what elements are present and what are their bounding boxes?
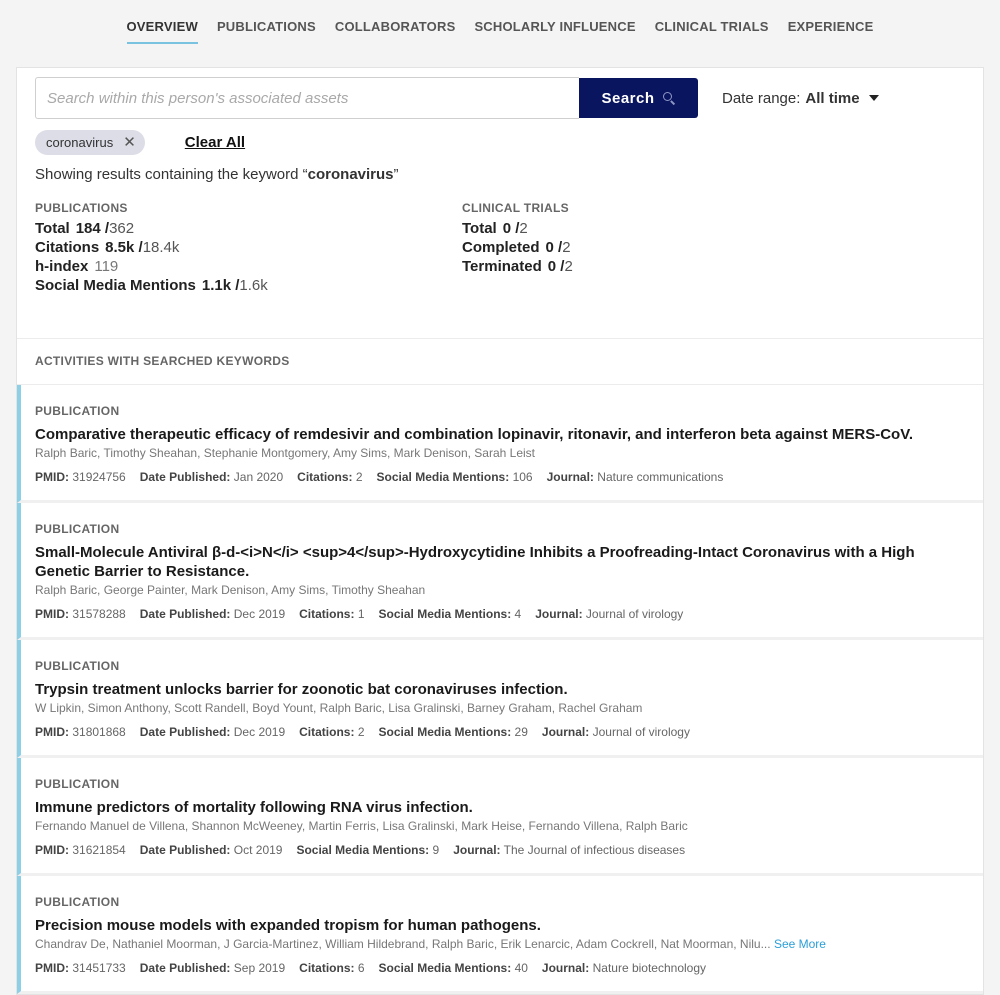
stat-value: 0 / xyxy=(545,239,563,256)
date-label: Date Published: xyxy=(139,725,231,739)
stat-label: Citations xyxy=(35,239,100,256)
publication-list xyxy=(17,385,983,994)
publication-meta xyxy=(35,470,965,484)
stat-row xyxy=(462,238,889,257)
search-button-label: Search xyxy=(601,89,655,107)
stat-value: 1.1k / xyxy=(201,277,240,294)
publication-card[interactable] xyxy=(17,758,983,876)
journal-field xyxy=(542,725,690,739)
search-input[interactable] xyxy=(35,77,579,119)
social-value: 4 xyxy=(514,607,522,621)
citations-value: 2 xyxy=(357,725,365,739)
stat-value: 184 / xyxy=(75,220,110,237)
tab-collaborators[interactable]: COLLABORATORS xyxy=(334,19,456,34)
journal-value: Journal of virology xyxy=(585,607,684,621)
date-label: Date Published: xyxy=(139,607,231,621)
date-label: Date Published: xyxy=(139,961,231,975)
journal-label: Journal: xyxy=(546,470,594,484)
pmid-label: PMID: xyxy=(35,843,69,857)
date-range-label: Date range: xyxy=(722,89,801,107)
tab-scholarly-influence[interactable]: SCHOLARLY INFLUENCE xyxy=(474,19,636,34)
stat-value: 119 xyxy=(94,258,119,275)
journal-label: Journal: xyxy=(541,725,590,739)
journal-value: Nature communications xyxy=(597,470,724,484)
publication-type: PUBLICATION xyxy=(35,895,120,909)
pmid-field xyxy=(35,607,126,621)
publication-authors: Ralph Baric, George Painter, Mark Denison, Amy Sims, Timothy Sheahan xyxy=(35,583,426,597)
publication-card[interactable] xyxy=(17,385,983,503)
profile-tabs xyxy=(0,0,1000,62)
tab-overview[interactable]: OVERVIEW xyxy=(127,19,198,44)
stat-value: 8.5k / xyxy=(105,239,143,256)
date-value: Oct 2019 xyxy=(233,843,283,857)
journal-label: Journal: xyxy=(535,607,583,621)
journal-field xyxy=(542,961,706,975)
citations-value: 6 xyxy=(357,961,365,975)
pmid-field xyxy=(35,843,126,857)
journal-value: The Journal of infectious diseases xyxy=(503,843,686,857)
publication-type: PUBLICATION xyxy=(35,522,120,536)
pmid-label: PMID: xyxy=(35,961,69,975)
date-field xyxy=(140,725,285,739)
stat-value: 0 / xyxy=(502,220,520,237)
social-field xyxy=(377,470,533,484)
stat-row xyxy=(462,219,889,238)
stat-label: h-index xyxy=(35,258,89,275)
stat-label: Social Media Mentions xyxy=(35,277,196,294)
social-label: Social Media Mentions: xyxy=(378,961,512,975)
publication-title[interactable]: Precision mouse models with expanded tropism for human pathogens. xyxy=(35,917,541,934)
stat-label: Completed xyxy=(462,239,540,256)
tab-publications[interactable]: PUBLICATIONS xyxy=(216,19,316,34)
publication-authors: Fernando Manuel de Villena, Shannon McWeeney, Martin Ferris, Lisa Gralinski, Mark Heise, Fernando Villena, Ralph Baric xyxy=(35,819,688,833)
search-button[interactable] xyxy=(579,78,698,118)
journal-field xyxy=(547,470,724,484)
date-field xyxy=(140,607,285,621)
stat-total: 2 xyxy=(562,239,571,256)
citations-label: Citations: xyxy=(299,725,355,739)
stats-section xyxy=(35,201,965,295)
publication-meta xyxy=(35,843,965,857)
keyword-chip xyxy=(35,130,145,155)
pmid-label: PMID: xyxy=(35,725,69,739)
publications-stats-title: PUBLICATIONS xyxy=(35,201,128,215)
activities-header: ACTIVITIES WITH SEARCHED KEYWORDS xyxy=(17,338,983,385)
pmid-label: PMID: xyxy=(35,470,69,484)
summary-prefix: Showing results containing the keyword “ xyxy=(35,166,308,183)
date-label: Date Published: xyxy=(139,843,231,857)
stat-label: Terminated xyxy=(462,258,542,275)
journal-field xyxy=(453,843,685,857)
social-label: Social Media Mentions: xyxy=(376,470,510,484)
citations-label: Citations: xyxy=(299,607,355,621)
social-field xyxy=(379,725,528,739)
tab-experience[interactable]: EXPERIENCE xyxy=(787,19,874,34)
publication-authors xyxy=(35,937,965,951)
citations-field xyxy=(299,961,364,975)
search-icon xyxy=(663,92,676,105)
publication-authors: Ralph Baric, Timothy Sheahan, Stephanie Montgomery, Amy Sims, Mark Denison, Sarah Leist xyxy=(35,446,536,460)
date-field xyxy=(140,961,285,975)
stat-total: 18.4k xyxy=(142,239,180,256)
caret-down-icon xyxy=(869,95,879,101)
pmid-field xyxy=(35,470,126,484)
stat-label: Total xyxy=(462,220,497,237)
pmid-field xyxy=(35,725,126,739)
stat-total: 362 xyxy=(109,220,135,237)
citations-value: 2 xyxy=(355,470,363,484)
stat-value: 0 / xyxy=(547,258,565,275)
date-value: Dec 2019 xyxy=(233,725,286,739)
publication-meta xyxy=(35,607,965,621)
citations-field xyxy=(299,607,364,621)
journal-label: Journal: xyxy=(541,961,590,975)
social-label: Social Media Mentions: xyxy=(378,725,512,739)
publication-title[interactable]: Comparative therapeutic efficacy of remdesivir and combination lopinavir, ritonavir, and interferon beta against MERS-CoV. xyxy=(35,426,913,443)
summary-suffix: ” xyxy=(393,166,399,183)
date-value: Dec 2019 xyxy=(233,607,286,621)
pmid-value: 31801868 xyxy=(72,725,126,739)
clear-all-link[interactable]: Clear All xyxy=(184,134,246,151)
journal-label: Journal: xyxy=(453,843,501,857)
stat-row xyxy=(35,276,462,295)
social-value: 106 xyxy=(512,470,533,484)
social-value: 40 xyxy=(514,961,528,975)
publication-meta xyxy=(35,961,965,975)
citations-value: 1 xyxy=(357,607,365,621)
social-label: Social Media Mentions: xyxy=(296,843,430,857)
pmid-field xyxy=(35,961,126,975)
publication-type: PUBLICATION xyxy=(35,404,120,418)
results-summary xyxy=(35,166,965,183)
citations-label: Citations: xyxy=(297,470,353,484)
authors-text: Chandrav De, Nathaniel Moorman, J Garcia-Martinez, William Hildebrand, Ralph Baric, Erik Lenarcic, Adam Cockrell, Nat Moorman, Nilu... xyxy=(35,937,771,951)
publication-title[interactable]: Small-Molecule Antiviral β-d-<i>N</i> <sup>4</sup>-Hydroxycytidine Inhibits a Proofreading-Intact Coronavirus with a High Genetic Barrier to Resistance. xyxy=(35,544,915,580)
social-value: 29 xyxy=(514,725,528,739)
main-panel xyxy=(16,67,984,995)
date-field xyxy=(140,470,283,484)
publication-card[interactable] xyxy=(17,876,983,994)
publication-card[interactable] xyxy=(17,640,983,758)
date-value: Jan 2020 xyxy=(233,470,284,484)
see-more-link[interactable]: See More xyxy=(770,937,826,951)
publications-stats xyxy=(35,201,462,295)
pmid-value: 31451733 xyxy=(72,961,126,975)
date-range-value: All time xyxy=(805,89,860,107)
search-section xyxy=(17,68,983,338)
stat-row xyxy=(35,238,462,257)
citations-field xyxy=(297,470,362,484)
search-row xyxy=(35,77,965,119)
stat-label: Total xyxy=(35,220,70,237)
stat-row xyxy=(35,257,462,276)
stat-total: 2 xyxy=(519,220,528,237)
date-value: Sep 2019 xyxy=(233,961,286,975)
date-label: Date Published: xyxy=(139,470,231,484)
pmid-value: 31621854 xyxy=(72,843,126,857)
close-icon[interactable]: ✕ xyxy=(123,134,136,151)
publication-title[interactable]: Trypsin treatment unlocks barrier for zoonotic bat coronaviruses infection. xyxy=(35,681,568,698)
stat-row xyxy=(462,257,889,276)
citations-field xyxy=(299,725,364,739)
keyword-chip-label: coronavirus xyxy=(46,135,114,150)
journal-field xyxy=(535,607,683,621)
stat-row xyxy=(35,219,462,238)
summary-keyword: coronavirus xyxy=(307,166,394,183)
pmid-value: 31578288 xyxy=(72,607,126,621)
publication-type: PUBLICATION xyxy=(35,777,120,791)
social-field xyxy=(379,607,522,621)
journal-value: Journal of virology xyxy=(592,725,690,739)
date-field xyxy=(140,843,283,857)
publication-meta xyxy=(35,725,965,739)
social-field xyxy=(296,843,439,857)
social-field xyxy=(379,961,528,975)
clinical-trials-stats-title: CLINICAL TRIALS xyxy=(462,201,569,215)
publication-authors: W Lipkin, Simon Anthony, Scott Randell, Boyd Yount, Ralph Baric, Lisa Gralinski, Barney Graham, Rachel Graham xyxy=(35,701,643,715)
social-label: Social Media Mentions: xyxy=(378,607,512,621)
pmid-value: 31924756 xyxy=(72,470,126,484)
pmid-label: PMID: xyxy=(35,607,69,621)
publication-card[interactable] xyxy=(17,503,983,640)
tab-clinical-trials[interactable]: CLINICAL TRIALS xyxy=(654,19,769,34)
stat-total: 2 xyxy=(564,258,573,275)
active-filters xyxy=(35,130,965,155)
citations-label: Citations: xyxy=(299,961,355,975)
social-value: 9 xyxy=(432,843,440,857)
date-range-dropdown[interactable] xyxy=(722,90,879,107)
stat-total: 1.6k xyxy=(239,277,268,294)
journal-value: Nature biotechnology xyxy=(592,961,707,975)
publication-type: PUBLICATION xyxy=(35,659,120,673)
clinical-trials-stats xyxy=(462,201,889,295)
publication-title[interactable]: Immune predictors of mortality following RNA virus infection. xyxy=(35,799,473,816)
